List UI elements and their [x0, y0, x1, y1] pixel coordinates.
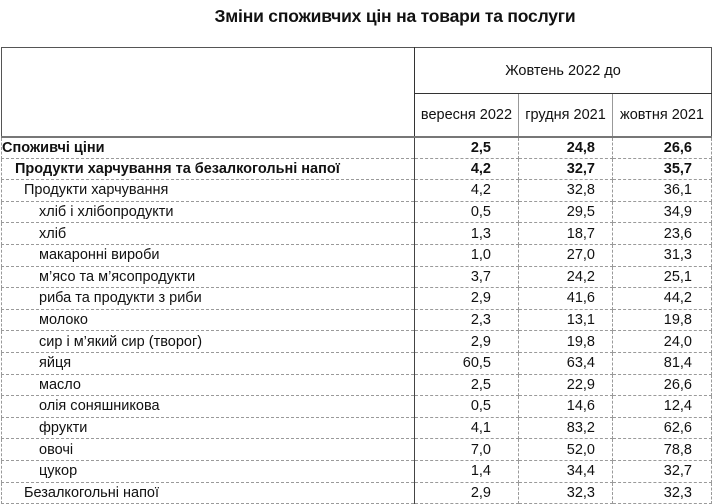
header-row-group — [2, 48, 712, 94]
table-row — [2, 374, 712, 396]
value-vs-october-2021: 32,7 — [613, 460, 712, 482]
table-row — [2, 244, 712, 266]
value-vs-december-2021: 32,8 — [519, 180, 613, 202]
value-vs-october-2021: 23,6 — [613, 223, 712, 245]
value-vs-december-2021: 18,7 — [519, 223, 613, 245]
row-label: Продукти харчування та безалкогольні напої — [2, 158, 415, 180]
value-vs-december-2021: 41,6 — [519, 288, 613, 310]
value-vs-september-2022: 2,3 — [415, 309, 519, 331]
row-label: сир і м’який сир (творог) — [2, 331, 415, 353]
value-vs-october-2021: 81,4 — [613, 352, 712, 374]
row-label: масло — [2, 374, 415, 396]
value-vs-october-2021: 34,9 — [613, 201, 712, 223]
value-vs-december-2021: 14,6 — [519, 396, 613, 418]
table-row — [2, 158, 712, 180]
header-group-october-2022: Жовтень 2022 до — [415, 48, 712, 94]
value-vs-september-2022: 4,2 — [415, 158, 519, 180]
value-vs-december-2021: 29,5 — [519, 201, 613, 223]
value-vs-september-2022: 2,9 — [415, 482, 519, 504]
table-row — [2, 223, 712, 245]
row-label: риба та продукти з риби — [2, 288, 415, 310]
row-label: молоко — [2, 309, 415, 331]
value-vs-october-2021: 26,6 — [613, 137, 712, 159]
table-row — [2, 352, 712, 374]
row-label: цукор — [2, 460, 415, 482]
value-vs-december-2021: 19,8 — [519, 331, 613, 353]
row-label: Продукти харчування — [2, 180, 415, 202]
table-row — [2, 439, 712, 461]
value-vs-september-2022: 2,5 — [415, 137, 519, 159]
table-row — [2, 417, 712, 439]
value-vs-december-2021: 83,2 — [519, 417, 613, 439]
table-row — [2, 180, 712, 202]
row-label: яйця — [2, 352, 415, 374]
value-vs-december-2021: 52,0 — [519, 439, 613, 461]
value-vs-september-2022: 1,4 — [415, 460, 519, 482]
price-change-table — [1, 47, 712, 504]
table-row — [2, 137, 712, 159]
value-vs-december-2021: 32,7 — [519, 158, 613, 180]
column-header-october-2021: жовтня 2021 — [613, 94, 712, 137]
column-header-september-2022: вересня 2022 — [415, 94, 519, 137]
value-vs-october-2021: 19,8 — [613, 309, 712, 331]
table-row — [2, 266, 712, 288]
value-vs-september-2022: 0,5 — [415, 396, 519, 418]
row-label: Безалкогольні напої — [2, 482, 415, 504]
value-vs-september-2022: 2,5 — [415, 374, 519, 396]
header-blank-cell — [2, 48, 415, 137]
value-vs-october-2021: 25,1 — [613, 266, 712, 288]
value-vs-october-2021: 35,7 — [613, 158, 712, 180]
value-vs-september-2022: 4,2 — [415, 180, 519, 202]
value-vs-december-2021: 24,2 — [519, 266, 613, 288]
table-row — [2, 309, 712, 331]
value-vs-september-2022: 4,1 — [415, 417, 519, 439]
value-vs-december-2021: 32,3 — [519, 482, 613, 504]
value-vs-october-2021: 78,8 — [613, 439, 712, 461]
value-vs-september-2022: 2,9 — [415, 331, 519, 353]
value-vs-october-2021: 44,2 — [613, 288, 712, 310]
row-label: Споживчі ціни — [2, 137, 415, 159]
value-vs-september-2022: 3,7 — [415, 266, 519, 288]
value-vs-october-2021: 24,0 — [613, 331, 712, 353]
value-vs-october-2021: 26,6 — [613, 374, 712, 396]
row-label: м’ясо та м’ясопродукти — [2, 266, 415, 288]
value-vs-october-2021: 12,4 — [613, 396, 712, 418]
value-vs-september-2022: 1,3 — [415, 223, 519, 245]
value-vs-october-2021: 62,6 — [613, 417, 712, 439]
table-row — [2, 460, 712, 482]
value-vs-december-2021: 34,4 — [519, 460, 613, 482]
row-label: овочі — [2, 439, 415, 461]
column-header-december-2021: грудня 2021 — [519, 94, 613, 137]
table-row — [2, 396, 712, 418]
value-vs-october-2021: 32,3 — [613, 482, 712, 504]
value-vs-december-2021: 13,1 — [519, 309, 613, 331]
table-body — [2, 137, 712, 504]
value-vs-december-2021: 22,9 — [519, 374, 613, 396]
row-label: макаронні вироби — [2, 244, 415, 266]
value-vs-september-2022: 7,0 — [415, 439, 519, 461]
row-label: хліб — [2, 223, 415, 245]
value-vs-december-2021: 63,4 — [519, 352, 613, 374]
value-vs-september-2022: 2,9 — [415, 288, 519, 310]
value-vs-september-2022: 0,5 — [415, 201, 519, 223]
row-label: олія соняшникова — [2, 396, 415, 418]
value-vs-october-2021: 36,1 — [613, 180, 712, 202]
table-row — [2, 201, 712, 223]
value-vs-september-2022: 60,5 — [415, 352, 519, 374]
value-vs-december-2021: 24,8 — [519, 137, 613, 159]
table-row — [2, 482, 712, 504]
table-row — [2, 331, 712, 353]
value-vs-september-2022: 1,0 — [415, 244, 519, 266]
page-title: Зміни споживчих цін на товари та послуги — [214, 6, 576, 26]
value-vs-december-2021: 27,0 — [519, 244, 613, 266]
table-row — [2, 288, 712, 310]
row-label: хліб і хлібопродукти — [2, 201, 415, 223]
value-vs-october-2021: 31,3 — [613, 244, 712, 266]
row-label: фрукти — [2, 417, 415, 439]
